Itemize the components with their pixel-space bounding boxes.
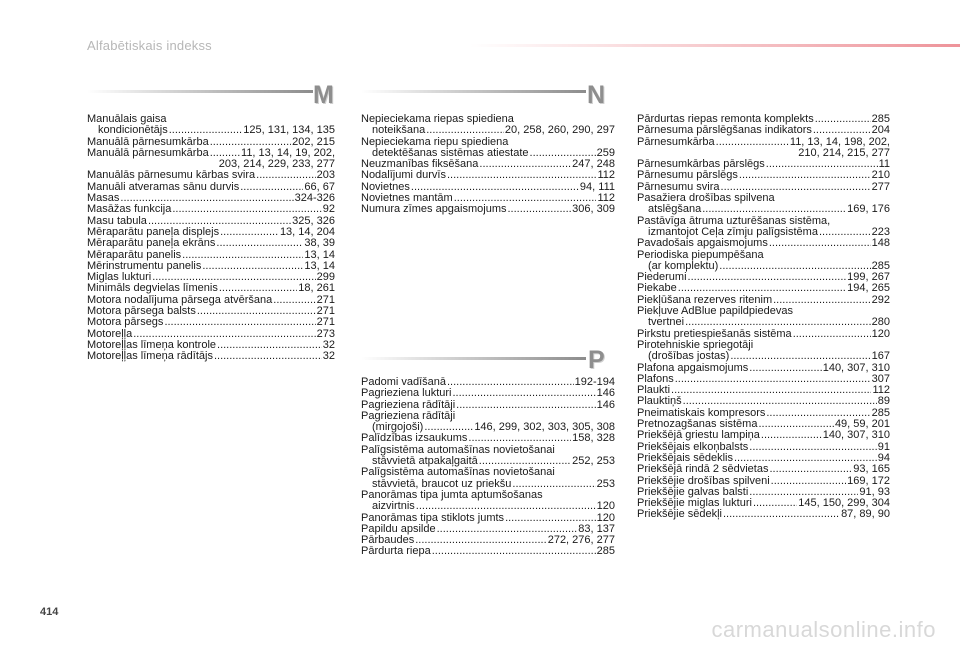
- index-entry: [87, 351, 335, 362]
- page-reference: 277: [871, 180, 890, 193]
- page-reference: 32: [322, 338, 335, 351]
- leader-dots: [749, 442, 876, 453]
- leader-dots: [447, 377, 574, 388]
- index-term: Mērinstrumentu panelis: [87, 259, 202, 272]
- index-term: 210, 214, 215, 277: [798, 146, 890, 159]
- index-term: Motora pārsega balsts: [87, 305, 196, 318]
- index-term: Periodiska piepumpēšana: [637, 248, 764, 261]
- leader-dots: [730, 351, 870, 362]
- leader-dots: [749, 363, 821, 374]
- page-reference: 13, 14, 204: [279, 225, 335, 238]
- page-reference: 169, 176: [847, 203, 890, 216]
- index-term: Pastāvīga ātruma uzturēšanas sistēma,: [637, 214, 831, 227]
- index-term: Padomi vadīšanā: [361, 376, 446, 388]
- index-entry: [637, 374, 890, 385]
- leader-dots: [769, 464, 852, 475]
- page-reference: 89: [877, 395, 890, 408]
- page-reference: 120: [871, 327, 890, 340]
- index-term: Novietnes mantām: [361, 192, 453, 205]
- page-reference: 146: [596, 398, 615, 411]
- index-term: Pārnesumkārba: [637, 135, 715, 148]
- section-divider-m: [87, 90, 313, 93]
- page-reference: 285: [871, 259, 890, 272]
- index-term: Masu tabula: [87, 214, 147, 227]
- page-reference: 292: [871, 293, 890, 306]
- leader-dots: [214, 351, 322, 362]
- index-entry: [87, 204, 335, 215]
- page-reference: 11, 13, 14, 19, 202,: [241, 146, 335, 159]
- leader-dots: [793, 329, 871, 340]
- page-reference: 252, 253: [572, 455, 615, 468]
- leader-dots: [240, 182, 303, 193]
- index-entry: [637, 509, 890, 520]
- index-term: Motoreļļa: [87, 327, 133, 340]
- index-entry: [361, 411, 615, 434]
- page-reference: 49, 59, 201: [834, 418, 890, 431]
- page-reference: 247, 248: [572, 158, 615, 171]
- leader-dots: [815, 114, 871, 125]
- page-number: 414: [40, 606, 59, 618]
- page-reference: 259: [596, 146, 615, 159]
- leader-dots: [217, 340, 322, 351]
- index-term: Priekšējie miglas lukturi: [637, 497, 752, 510]
- leader-dots: [771, 476, 847, 487]
- leader-dots: [456, 400, 595, 411]
- index-term: Miglas lukturi: [87, 271, 152, 284]
- page-reference: 194, 265: [847, 282, 890, 295]
- index-term: Pagrieziena rādītāji: [361, 398, 456, 411]
- page-reference: 140, 307, 310: [822, 429, 890, 442]
- leader-dots: [273, 295, 315, 306]
- page-reference: 307: [871, 372, 890, 385]
- index-entry: [87, 238, 335, 249]
- page-reference: 93, 165: [853, 463, 890, 476]
- page-reference: 125, 131, 134, 135: [243, 124, 335, 137]
- index-term: Pasažiera drošības spilvena: [637, 192, 775, 205]
- index-term: Manuālais gaisa: [87, 113, 167, 125]
- page-reference: 306, 309: [572, 203, 615, 216]
- leader-dots: [716, 137, 789, 148]
- index-term: Piekļuve AdBlue papildpiedevas: [637, 305, 793, 318]
- index-entry: [637, 193, 890, 216]
- index-term: Neuzmanības fiksēšana: [361, 158, 479, 171]
- index-term: noteikšana: [372, 124, 426, 137]
- watermark: carmanualsonline.info: [711, 617, 936, 642]
- index-term: Plauktiņš: [637, 395, 682, 408]
- index-term: Mēraparātu panelis: [87, 248, 182, 261]
- index-term: Palīdzības izsaukums: [361, 432, 468, 445]
- index-term: Pārnesumkārbas pārslēgs: [637, 158, 765, 171]
- page-reference: 20, 258, 260, 290, 297: [504, 124, 615, 137]
- index-entry: [361, 137, 615, 160]
- index-term: Priekšējais sēdeklis: [637, 451, 733, 464]
- index-entry: [637, 137, 890, 160]
- page-reference: 94: [877, 451, 890, 464]
- page-reference: 280: [871, 316, 890, 329]
- leader-dots: [813, 125, 871, 136]
- index-term: Pārdurta riepa: [361, 545, 431, 558]
- leader-dots: [220, 227, 279, 238]
- leader-dots: [447, 170, 596, 181]
- index-term: Nodalījumi durvīs: [361, 169, 446, 182]
- index-entry: [361, 546, 615, 557]
- leader-dots: [416, 501, 596, 512]
- index-term: Palīgsistēma automašīnas novietošanai: [361, 466, 555, 479]
- index-term: (drošības jostas): [648, 350, 730, 363]
- page-reference: 273: [316, 327, 335, 340]
- index-term: Priekšējie galvas balsti: [637, 485, 749, 498]
- page-reference: 112: [597, 192, 615, 205]
- index-entry: [361, 114, 615, 137]
- page-reference: 32: [322, 350, 335, 363]
- leader-dots: [453, 388, 596, 399]
- page-reference: 87, 89, 90: [841, 508, 890, 521]
- page-reference: 285: [871, 406, 890, 419]
- index-term: Pretnozagšanas sistēma: [637, 418, 758, 431]
- index-term: kondicionētājs: [98, 124, 168, 137]
- index-term: Manuāli atveramas sānu durvis: [87, 180, 240, 193]
- section-divider-p: [361, 357, 586, 360]
- leader-dots: [432, 546, 596, 557]
- page-reference: 11: [878, 158, 890, 171]
- page-reference: 203: [316, 169, 335, 182]
- index-term: Panorāmas tipa jumta aptumšošanas: [361, 488, 543, 501]
- page-reference: 91: [877, 440, 890, 453]
- index-term: Pārnesumu svira: [637, 180, 720, 193]
- page-reference: 146, 299, 302, 303, 305, 308: [474, 421, 615, 434]
- index-term: Pirkstu pretiespiešanās sistēma: [637, 327, 792, 340]
- leader-dots: [508, 204, 572, 215]
- page-reference: 202, 215: [292, 135, 335, 148]
- index-term: Pārnesumu pārslēgs: [637, 169, 738, 182]
- index-term: Manuālā pārnesumkārba: [87, 135, 209, 148]
- index-term: Panorāmas tipa stiklots jumts: [361, 511, 505, 524]
- index-entry: [637, 216, 890, 239]
- page-reference: 199, 267: [847, 271, 890, 284]
- page-reference: 253: [596, 477, 615, 490]
- page-reference: 112: [872, 384, 890, 397]
- index-entry: [361, 445, 615, 468]
- index-term: Numura zīmes apgaismojums: [361, 203, 507, 216]
- index-entry: [637, 430, 890, 441]
- leader-dots: [753, 498, 797, 509]
- leader-dots: [169, 125, 243, 136]
- index-term: stāvvietā atpakaļgaitā: [372, 455, 478, 468]
- index-column-m: [87, 114, 335, 363]
- leader-dots: [761, 430, 822, 441]
- page-reference: 210: [871, 169, 890, 182]
- page-reference: 223: [871, 225, 890, 238]
- page-reference: 167: [871, 350, 890, 363]
- index-term: Motoreļļas līmeņa rādītājs: [87, 350, 213, 363]
- leader-dots: [739, 170, 871, 181]
- page-reference: 83, 137: [578, 522, 615, 535]
- index-term: Plaukti: [637, 384, 671, 397]
- section-divider-n: [361, 90, 586, 93]
- index-term: Pirotehniskie spriegotāji: [637, 338, 754, 351]
- index-term: Masas: [87, 192, 120, 205]
- leader-dots: [671, 385, 871, 396]
- index-term: Pārnesuma pārslēgšanas indikators: [637, 124, 812, 137]
- index-entry: [637, 340, 890, 363]
- index-entry: [637, 125, 890, 136]
- page-reference: 169, 172: [847, 474, 890, 487]
- index-term: Priekšējie drošības spilveni: [637, 474, 770, 487]
- page-reference: 192-194: [574, 376, 615, 388]
- page-reference: 285: [871, 113, 890, 125]
- index-column-p-continued: [637, 114, 890, 521]
- page-reference: 13, 14: [304, 248, 335, 261]
- leader-dots: [197, 306, 316, 317]
- page-reference: 325, 326: [292, 214, 335, 227]
- page-reference: 285: [596, 545, 615, 558]
- index-term: Plafona apgaismojums: [637, 361, 749, 374]
- index-term: (ar komplektu): [648, 259, 719, 272]
- page-reference: 18, 261: [298, 282, 335, 295]
- index-term: detektēšanas sistēmas atiestate: [372, 146, 529, 159]
- page-reference: 204: [871, 124, 890, 137]
- index-term: stāvvietā, braucot uz priekšu: [372, 477, 512, 490]
- index-term: Piekabe: [637, 282, 677, 295]
- page-reference: 271: [316, 305, 335, 318]
- header-accent-line: [470, 44, 960, 47]
- page-reference: 112: [597, 169, 615, 182]
- index-term: Piekļūšana rezerves ritenim: [637, 293, 773, 306]
- index-term: Minimāls degvielas līmenis: [87, 282, 218, 295]
- leader-dots: [685, 317, 871, 328]
- index-entry: [361, 388, 615, 399]
- index-entry: [637, 238, 890, 249]
- index-term: Motoreļļas līmeņa kontrole: [87, 338, 217, 351]
- index-term: Novietnes: [361, 180, 410, 193]
- index-term: Palīgsistēma automašīnas novietošanai: [361, 443, 555, 456]
- index-term: Nepieciekama riepas spiediena: [361, 113, 514, 125]
- index-term: Priekšējā griestu lampiņa: [637, 429, 760, 442]
- index-term: Piederumi: [637, 271, 687, 284]
- page-reference: 145, 150, 299, 304: [798, 497, 890, 510]
- index-term: Pneimatiskais kompresors: [637, 406, 766, 419]
- index-entry: [361, 467, 615, 490]
- index-term: Priekšējā rindā 2 sēdvietas: [637, 463, 769, 476]
- index-term: Pagrieziena rādītāji: [361, 409, 456, 422]
- index-term: 203, 214, 229, 233, 277: [218, 158, 335, 171]
- page-reference: 92: [322, 203, 335, 216]
- index-entry: [637, 464, 890, 475]
- page-reference: 324-326: [294, 192, 335, 205]
- page-reference: 146: [596, 387, 615, 400]
- index-term: Pavadošais apgaismojums: [637, 237, 768, 250]
- leader-dots: [675, 374, 871, 385]
- index-column-n: [361, 114, 615, 216]
- page-reference: 11, 13, 14, 198, 202,: [789, 135, 890, 148]
- leader-dots: [216, 238, 303, 249]
- index-column-p: [361, 377, 615, 558]
- leader-dots: [723, 509, 840, 520]
- leader-dots: [819, 227, 871, 238]
- index-entry: [361, 204, 615, 215]
- section-letter-m: M: [313, 81, 334, 109]
- page-reference: 120: [596, 511, 615, 524]
- index-term: Plafons: [637, 372, 674, 385]
- leader-dots: [172, 204, 321, 215]
- leader-dots: [164, 317, 315, 328]
- header-title: Alfabētiskais indekss: [87, 38, 212, 53]
- index-entry: [87, 148, 335, 171]
- leader-dots: [688, 272, 847, 283]
- index-term: Motora nodalījuma pārsega atvēršana: [87, 293, 273, 306]
- index-term: Motora pārsegs: [87, 316, 164, 329]
- page-reference: 13, 14: [304, 259, 335, 272]
- index-entry: [637, 250, 890, 273]
- leader-dots: [415, 535, 546, 546]
- leader-dots: [766, 159, 878, 170]
- page-reference: 272, 276, 277: [547, 534, 615, 547]
- index-term: Nepieciekama riepu spiediena: [361, 135, 509, 148]
- index-term: aizvirtnis: [372, 500, 415, 513]
- index-term: tvertnei: [648, 316, 685, 329]
- section-letter-n: N: [587, 81, 606, 109]
- leader-dots: [426, 125, 504, 136]
- index-term: Pagrieziena lukturi: [361, 387, 452, 400]
- index-term: Priekšējie sēdekļi: [637, 508, 722, 521]
- index-term: Manuālā pārnesumkārba: [87, 146, 209, 159]
- leader-dots: [479, 159, 571, 170]
- index-entry: [361, 490, 615, 513]
- index-entry: [87, 114, 335, 137]
- page-reference: 271: [316, 293, 335, 306]
- page-reference: 120: [596, 500, 615, 513]
- page-reference: 271: [316, 316, 335, 329]
- index-term: izmantojot Ceļa zīmju palīgsistēma: [648, 225, 818, 238]
- index-term: Mēraparātu paneļa ekrāns: [87, 237, 216, 250]
- section-letter-p: P: [588, 346, 605, 374]
- index-term: Pārdurtas riepas remonta komplekts: [637, 113, 814, 125]
- leader-dots: [702, 204, 846, 215]
- index-term: (mirgojoši): [372, 421, 424, 434]
- index-term: Papildu apsilde: [361, 522, 436, 535]
- index-entry: [87, 317, 335, 328]
- page-reference: 38, 39: [304, 237, 335, 250]
- index-entry: [637, 363, 890, 374]
- index-term: Pārbaudes: [361, 534, 415, 547]
- page-reference: 91, 93: [859, 485, 890, 498]
- index-term: Mēraparātu paneļa displejs: [87, 225, 220, 238]
- index-term: Manuālās pārnesumu kārbas svira: [87, 169, 256, 182]
- index-term: Masāžas funkcija: [87, 203, 172, 216]
- leader-dots: [202, 261, 303, 272]
- index-term: Priekšējais elkoņbalsts: [637, 440, 749, 453]
- page-reference: 148: [871, 237, 890, 250]
- page-reference: 66, 67: [304, 180, 335, 193]
- page-reference: 299: [316, 271, 335, 284]
- page-reference: 158, 328: [572, 432, 615, 445]
- page-reference: 140, 307, 310: [822, 361, 890, 374]
- index-entry: [637, 306, 890, 329]
- leader-dots: [769, 238, 871, 249]
- index-term: atslēgšana: [648, 203, 702, 216]
- page-reference: 94, 111: [579, 180, 615, 193]
